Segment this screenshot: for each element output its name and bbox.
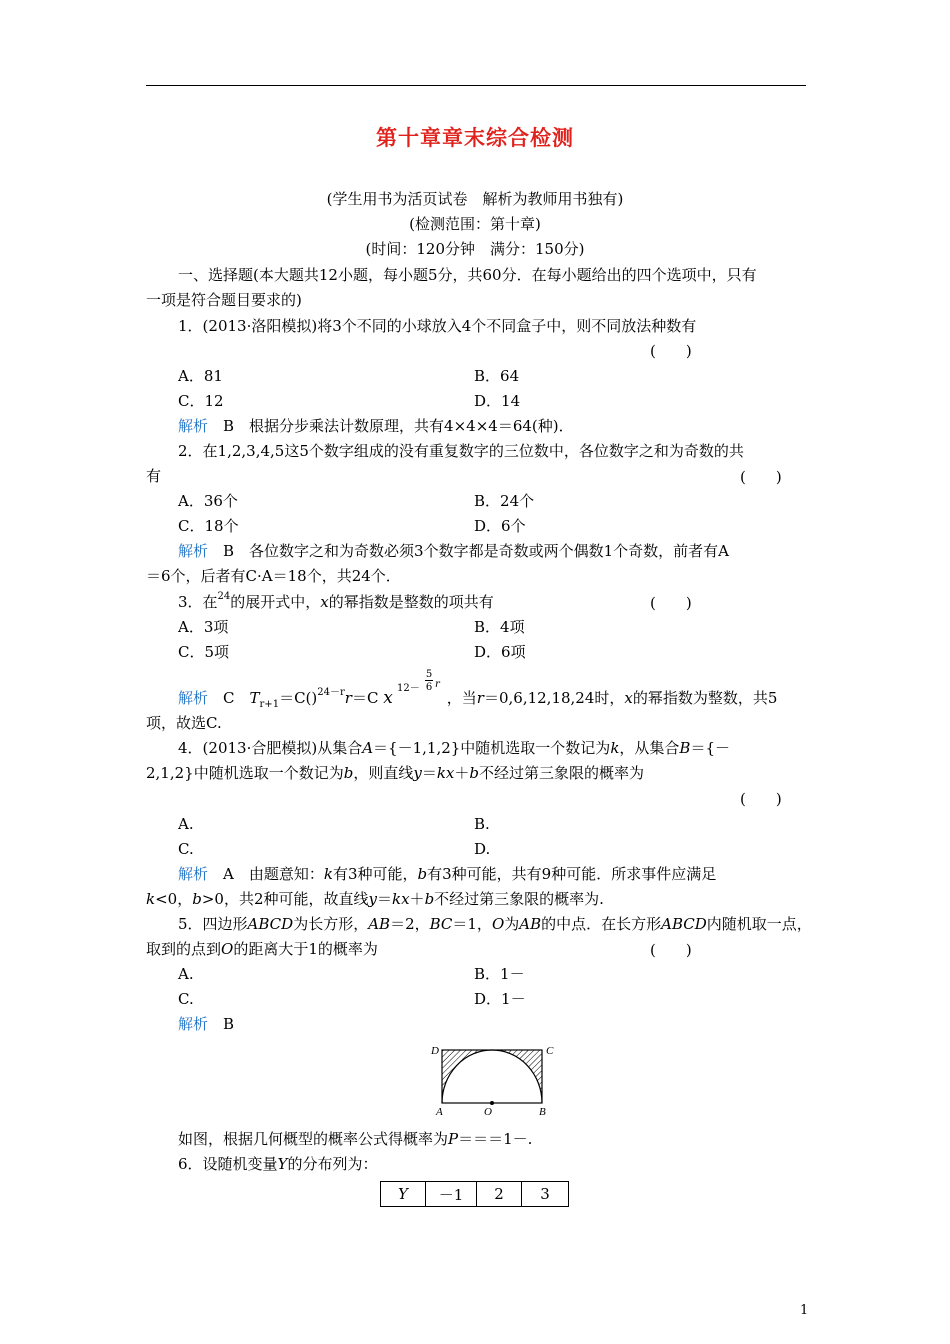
q3-analysis-c: ＝C (351, 689, 384, 707)
q4-analysis1-k: k (323, 865, 333, 883)
q3-analysis-d: ，当 (446, 689, 477, 707)
q3-exponent-main: 12－ (397, 683, 420, 694)
q5-option-d: D．1－ (474, 990, 526, 1008)
q5-option-b: B．1－ (474, 965, 525, 983)
q4-stem2-d: ＝ (421, 764, 437, 782)
q3-option-a: A．3项 (178, 618, 229, 636)
q4-analysis2-e: ＋ (409, 890, 425, 908)
q4-analysis1-a: A 由题意知： (223, 865, 324, 883)
q3-option-d: D．6项 (474, 643, 526, 661)
q1-analysis-text: B 根据分步乘法计数原理，共有4×4×4＝64(种)． (223, 417, 574, 435)
q4-analysis-line1 (178, 864, 716, 884)
q5-stem1-AB2: AB (519, 915, 542, 933)
q3-option-b: B．4项 (474, 618, 525, 636)
q5-stem1-f: 的中点．在长方形 (541, 915, 662, 933)
q4-stem1-a: 4．(2013·合肥模拟)从集合 (178, 739, 363, 757)
q5-stem1-BC: BC (429, 915, 453, 933)
distribution-table (380, 1181, 569, 1207)
q1-option-a: A．81 (178, 367, 223, 385)
q4-option-b: B. (474, 815, 490, 833)
q4-analysis2-b2: b (424, 890, 435, 908)
q3-analysis-line2: 项，故选C. (146, 714, 222, 732)
q5-stem1-AB: AB (368, 915, 391, 933)
q4-answer-blank: ( ) (740, 790, 782, 808)
q1-analysis (178, 416, 574, 436)
q4-analysis-line2 (146, 889, 604, 909)
label-d: D (431, 1045, 439, 1057)
table-row (381, 1182, 569, 1207)
q4-stem-line1 (178, 738, 730, 758)
q6-stem-b: 的分布列为： (287, 1155, 378, 1173)
q3-exponent-numerator: 5 (425, 669, 433, 680)
q5-conclusion (178, 1129, 532, 1149)
page-title: 第十章章末综合检测 (376, 125, 574, 150)
subtitle-time: (时间：120分钟 满分：150分) (365, 240, 585, 258)
q4-analysis2-b: b (192, 890, 202, 908)
q3-stem-c: 的幂指数是整数的项共有 (328, 593, 494, 611)
q3-stem-exponent: 24 (217, 591, 231, 602)
q3-option-c: C．5项 (178, 643, 230, 661)
q5-stem-line2 (146, 939, 378, 959)
q3-analysis-sub: r+1 (259, 699, 280, 710)
q5-stem1-O: O (491, 915, 505, 933)
q1-answer-blank: ( ) (650, 342, 692, 360)
q4-option-a: A. (178, 815, 194, 833)
q4-stem2-kx: kx (436, 764, 455, 782)
q5-stem1-b: 为长方形， (293, 915, 369, 933)
q1-stem: 1．(2013·洛阳模拟)将3个不同的小球放入4个不同盒子中，则不同放法种数有 (178, 317, 697, 335)
q2-option-c: C．18个 (178, 517, 239, 535)
q2-analysis-line1 (178, 541, 729, 561)
analysis-label: 解析 (178, 1015, 209, 1033)
q2-answer-blank: ( ) (740, 468, 782, 486)
q3-exponent-r: r (435, 679, 440, 690)
q4-analysis2-d: ＝ (376, 890, 392, 908)
q4-stem2-b: b (343, 764, 354, 782)
q4-stem1-d: ＝{－ (690, 739, 730, 757)
q3-analysis-x: x (383, 688, 393, 708)
analysis-label: 解析 (178, 542, 209, 560)
analysis-label: 解析 (178, 689, 209, 707)
q3-answer-blank: ( ) (650, 594, 692, 612)
q4-stem2-c: ，则直线 (353, 764, 414, 782)
q3-stem-a: 3．在 (178, 593, 218, 611)
q5-conclusion-a: 如图，根据几何概型的概率公式得概率为 (178, 1130, 449, 1148)
point-o (490, 1101, 494, 1105)
q5-option-c: C. (178, 990, 194, 1008)
q3-analysis-x2: x (624, 689, 633, 707)
rectangle-semicircle-figure (425, 1040, 565, 1120)
q4-stem1-B: B (679, 739, 691, 757)
q3-stem-b: 的展开式中， (230, 593, 321, 611)
analysis-label: 解析 (178, 417, 209, 435)
q4-analysis1-c: 有3种可能，共有9种可能．所求事件应满足 (427, 865, 717, 883)
q4-analysis1-b2: b (417, 865, 428, 883)
q2-analysis-line2: ＝6个，后者有C·A＝18个，共24个． (146, 567, 401, 585)
q5-option-a: A. (178, 965, 194, 983)
q4-option-d: D. (474, 840, 491, 858)
q1-option-c: C．12 (178, 392, 224, 410)
q4-analysis2-f: 不经过第三象限的概率为. (434, 890, 604, 908)
header-rule (146, 85, 806, 86)
q6-stem-a: 6．设随机变量 (178, 1155, 278, 1173)
q3-exponent-denominator: 6 (425, 682, 433, 693)
q3-analysis-line1 (178, 688, 777, 711)
q4-analysis2-c: >0，共2种可能，故直线 (201, 890, 369, 908)
label-a: A (436, 1106, 443, 1118)
q4-analysis2-kx: kx (391, 890, 410, 908)
q2-stem-line1: 2．在1,2,3,4,5这5个数字组成的没有重复数字的三位数中，各位数字之和为奇数的共 (178, 442, 744, 460)
section-heading-line2: 一项是符合题目要求的) (146, 291, 302, 309)
q4-analysis2-y: y (368, 890, 377, 908)
page-number: 1 (800, 1303, 809, 1318)
q3-stem-x: x (320, 593, 329, 611)
q5-stem2-O: O (221, 940, 234, 958)
q5-stem2-a: 取到的点到 (146, 940, 222, 958)
q2-option-a: A．36个 (178, 492, 238, 510)
subtitle-note: (学生用书为活页试卷 解析为教师用书独有) (326, 190, 624, 208)
q2-analysis-text1: B 各位数字之和为奇数必须3个数字都是奇数或两个偶数1个奇数，前者有A (223, 542, 729, 560)
table-cell: 3 (522, 1182, 569, 1207)
q5-stem1-a: 5．四边形 (178, 915, 248, 933)
q5-stem1-d: ＝1， (452, 915, 492, 933)
q4-stem-line2 (146, 763, 644, 783)
q4-analysis1-b: 有3种可能， (332, 865, 418, 883)
q3-analysis-r2: r (476, 689, 484, 707)
q4-stem1-A: A (362, 739, 374, 757)
q5-answer-blank: ( ) (650, 941, 692, 959)
q1-option-d: D．14 (474, 392, 521, 410)
q3-analysis-r: r (344, 689, 352, 707)
q5-analysis-text: B (223, 1015, 235, 1033)
q2-option-b: B．24个 (474, 492, 535, 510)
q5-conclusion-P: P (448, 1130, 459, 1148)
q2-option-d: D．6个 (474, 517, 526, 535)
table-cell: －1 (426, 1182, 477, 1207)
q4-stem2-y: y (413, 764, 422, 782)
q3-analysis-sup: 24－r (317, 687, 345, 698)
q6-stem-Y: Y (277, 1155, 288, 1173)
q3-analysis-a: C (223, 689, 250, 707)
analysis-label: 解析 (178, 865, 209, 883)
q5-stem1-e: 为 (504, 915, 520, 933)
q4-stem2-e: ＋ (454, 764, 470, 782)
q1-option-b: B．64 (474, 367, 520, 385)
q4-option-c: C. (178, 840, 194, 858)
q4-analysis2-a: <0， (155, 890, 193, 908)
q6-stem (178, 1154, 377, 1174)
q3-analysis-e: ＝0,6,12,18,24时， (483, 689, 625, 707)
q3-analysis-f: 的幂指数为整数，共5 (632, 689, 778, 707)
table-cell: 2 (477, 1182, 522, 1207)
q3-analysis-T: T (249, 689, 260, 707)
section-heading-line1: 一、选择题(本大题共12小题，每小题5分，共60分．在每小题给出的四个选项中，只有 (178, 266, 757, 284)
q5-conclusion-b: ＝＝＝1－. (458, 1130, 533, 1148)
label-b: B (539, 1106, 546, 1118)
q5-stem-line1 (178, 914, 812, 934)
q4-stem1-b: ＝{－1,1,2}中随机选取一个数记为 (373, 739, 611, 757)
q4-stem1-c: ，从集合 (619, 739, 680, 757)
q3-analysis-b: ＝C() (279, 689, 318, 707)
label-o: O (484, 1106, 492, 1118)
q5-stem1-c: ＝2， (390, 915, 430, 933)
q3-stem (178, 592, 494, 615)
subtitle-range: (检测范围：第十章) (409, 215, 541, 233)
q5-stem1-ABCD: ABCD (247, 915, 294, 933)
q5-stem1-ABCD2: ABCD (661, 915, 707, 933)
q2-stem-line2: 有 (146, 467, 162, 485)
q5-stem2-b: 的距离大于1的概率为 (233, 940, 378, 958)
q5-stem1-g: 内随机取一点， (706, 915, 812, 933)
q4-stem2-a: 2,1,2}中随机选取一个数记为 (146, 764, 344, 782)
table-header-cell: Y (381, 1182, 426, 1207)
q4-stem1-k: k (610, 739, 620, 757)
q5-analysis (178, 1014, 234, 1034)
label-c: C (546, 1045, 554, 1057)
q4-stem2-f: 不经过第三象限的概率为 (479, 764, 645, 782)
q4-stem2-b2: b (469, 764, 480, 782)
q4-analysis2-k: k (146, 890, 156, 908)
